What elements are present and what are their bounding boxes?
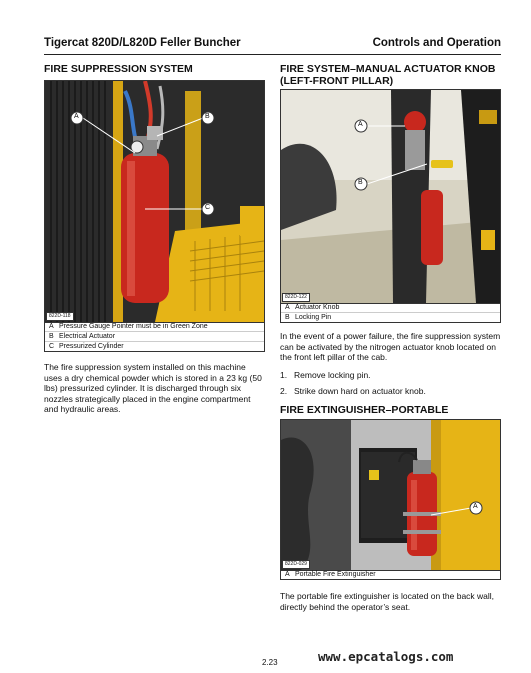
manual-actuator-description: In the event of a power failure, the fire suppression system can be activated by the nitrogen actuator knob located on the front left pillar of the cab. <box>280 331 501 362</box>
manual-actuator-heading-line1: FIRE SYSTEM–MANUAL ACTUATOR KNOB <box>280 63 496 75</box>
callout-b: B <box>201 111 215 125</box>
legend-row: A Pressure Gauge Pointer must be in Green Zone <box>49 323 208 330</box>
portable-extinguisher-description: The portable fire extinguisher is located on the back wall, directly behind the operator’s seat. <box>280 591 495 612</box>
section-name: Controls and Operation <box>372 37 501 49</box>
legend-row: C Pressurized Cylinder <box>45 341 264 351</box>
portable-extinguisher-legend <box>280 570 501 580</box>
website-watermark: www.epcatalogs.com <box>318 649 454 664</box>
manual-actuator-legend <box>280 303 501 323</box>
figure-plate-number: 822D-118 <box>46 312 74 321</box>
callout-lines <box>281 420 500 570</box>
figure-plate-number: 822D-122 <box>282 293 310 302</box>
step-item: 2. Strike down hard on actuator knob. <box>280 386 426 396</box>
legend-row: A Portable Fire Extinguisher <box>285 571 376 578</box>
callout-lines <box>281 90 500 303</box>
callout-c: C <box>201 202 215 216</box>
portable-extinguisher-heading: FIRE EXTINGUISHER–PORTABLE <box>280 404 449 416</box>
manual-actuator-photo <box>280 89 501 304</box>
page-number: 2.23 <box>262 658 278 667</box>
manual-actuator-heading-line2: (LEFT-FRONT PILLAR) <box>280 75 394 87</box>
fire-suppression-photo <box>44 80 265 323</box>
fire-suppression-heading: FIRE SUPPRESSION SYSTEM <box>44 63 193 75</box>
legend-row: B Locking Pin <box>281 312 500 322</box>
fire-suppression-description: The fire suppression system installed on this machine uses a dry chemical powder which is stored in a 23 kg (50 lbs) pressurized cylinder. It is discharged through six nozzles strategically placed in the engine compartment and hydraulic areas. <box>44 362 262 414</box>
figure-plate-number: 822D-029 <box>282 560 310 569</box>
legend-row: A Actuator Knob <box>285 304 340 311</box>
callout-a: A <box>354 119 368 133</box>
callout-a: A <box>70 111 84 125</box>
header-rule <box>44 54 501 55</box>
fire-suppression-legend <box>44 322 265 352</box>
step-item: 1. Remove locking pin. <box>280 370 371 380</box>
legend-row: B Electrical Actuator <box>45 331 264 341</box>
portable-extinguisher-photo <box>280 419 501 571</box>
manual-actuator-heading <box>280 63 495 87</box>
callout-a: A <box>469 501 483 515</box>
document-title: Tigercat 820D/L820D Feller Buncher <box>44 37 241 49</box>
callout-b: B <box>354 177 368 191</box>
